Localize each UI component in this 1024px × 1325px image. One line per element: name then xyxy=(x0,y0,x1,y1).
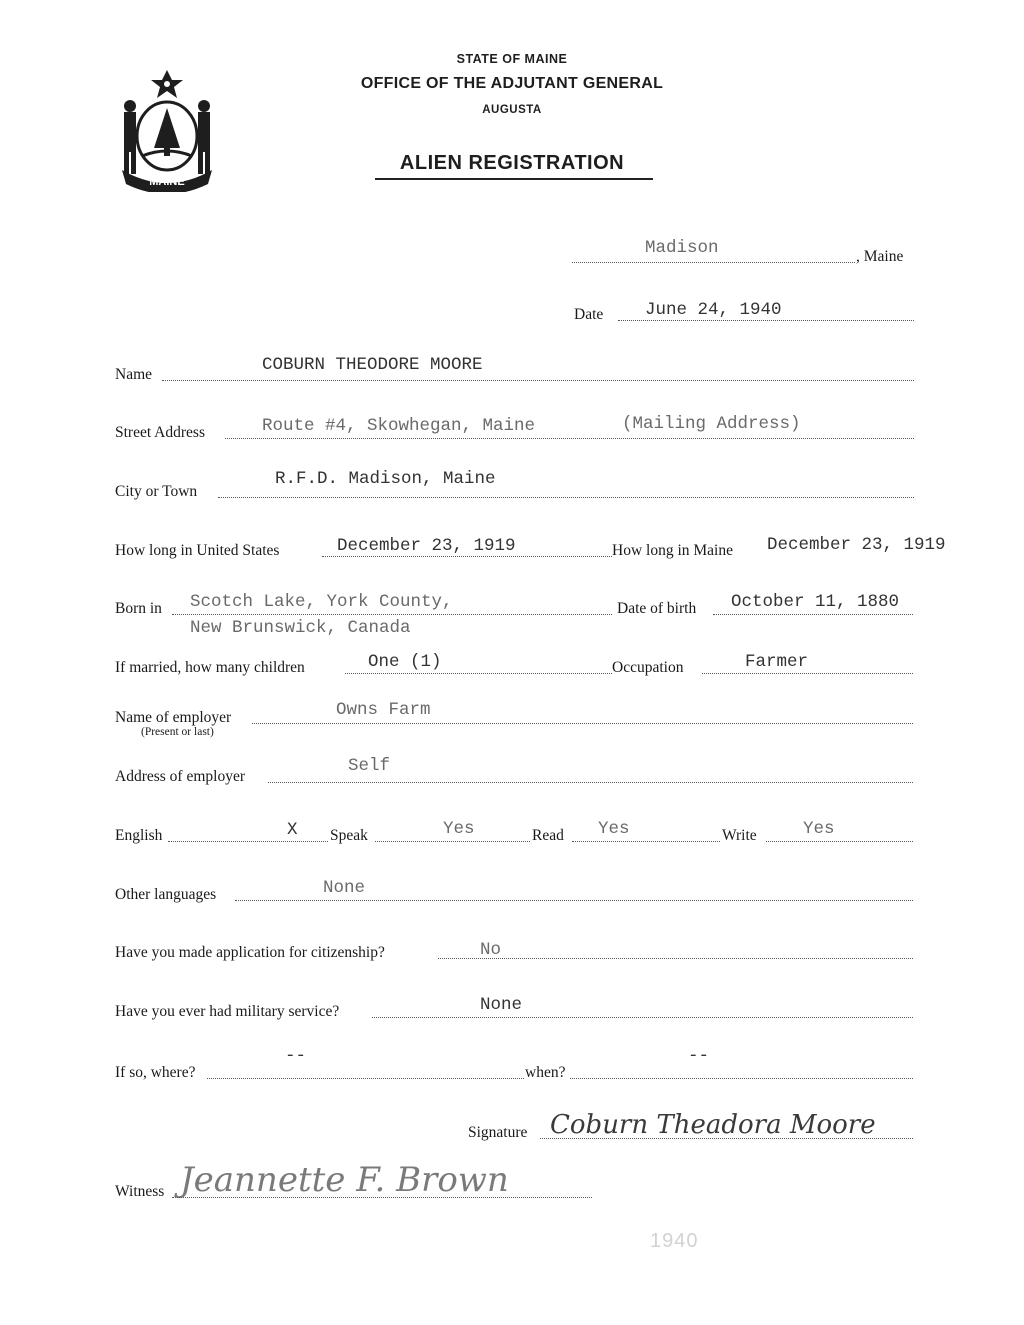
mailing-address-note: (Mailing Address) xyxy=(622,414,801,434)
children-value: One (1) xyxy=(368,652,442,672)
form-title: ALIEN REGISTRATION xyxy=(399,152,625,174)
name-label: Name xyxy=(115,366,153,383)
occupation-label: Occupation xyxy=(612,659,684,676)
born-in-line2: New Brunswick, Canada xyxy=(190,618,411,638)
other-languages-value: None xyxy=(323,878,366,898)
children-label: If married, how many children xyxy=(115,659,305,676)
military-label: Have you ever had military service? xyxy=(115,1003,340,1020)
military-value: None xyxy=(480,995,523,1015)
header-office: OFFICE OF THE ADJUTANT GENERAL xyxy=(360,75,664,92)
svg-text:MAINE: MAINE xyxy=(149,176,185,188)
occupation-value: Farmer xyxy=(745,652,809,672)
street-address-value: Route #4, Skowhegan, Maine xyxy=(262,416,536,436)
speak-label: Speak xyxy=(330,827,368,844)
city-value: R.F.D. Madison, Maine xyxy=(275,469,496,489)
write-value: Yes xyxy=(803,819,835,839)
date-of-birth-label: Date of birth xyxy=(617,600,697,617)
location-label: , Maine xyxy=(856,248,904,265)
title-underline xyxy=(375,178,653,180)
speak-line xyxy=(375,841,530,842)
citizenship-line xyxy=(438,958,913,959)
when-label: when? xyxy=(525,1064,566,1081)
name-line xyxy=(162,380,914,381)
date-value: June 24, 1940 xyxy=(645,300,782,320)
location-line xyxy=(572,262,855,263)
received-stamp: 1940 xyxy=(650,1230,699,1252)
how-long-us-line xyxy=(322,556,612,557)
header-city: AUGUSTA xyxy=(482,104,542,116)
speak-value: Yes xyxy=(443,819,475,839)
children-line xyxy=(345,673,612,674)
date-of-birth-line xyxy=(713,614,913,615)
english-value: X xyxy=(287,820,298,840)
witness-value: Jeannette F. Brown xyxy=(180,1160,509,1200)
other-languages-line xyxy=(235,900,913,901)
employer-sublabel: (Present or last) xyxy=(141,726,214,738)
other-languages-label: Other languages xyxy=(115,886,217,903)
where-label: If so, where? xyxy=(115,1064,196,1081)
write-label: Write xyxy=(722,827,757,844)
street-address-line xyxy=(225,438,914,439)
born-in-line xyxy=(172,614,612,615)
employer-address-label: Address of employer xyxy=(115,768,245,785)
name-value: COBURN THEODORE MOORE xyxy=(262,355,483,375)
city-line xyxy=(218,497,914,498)
how-long-us-value: December 23, 1919 xyxy=(337,536,516,556)
english-label: English xyxy=(115,827,163,844)
signature-value: Coburn Theadora Moore xyxy=(550,1110,876,1140)
english-line xyxy=(168,841,328,842)
witness-line xyxy=(172,1197,592,1198)
employer-address-line xyxy=(268,782,913,783)
born-in-label: Born in xyxy=(115,600,162,617)
employer-value: Owns Farm xyxy=(336,700,431,720)
date-label: Date xyxy=(574,306,604,323)
military-line xyxy=(372,1017,913,1018)
citizenship-value: No xyxy=(480,940,502,960)
where-value: -- xyxy=(285,1046,307,1066)
date-of-birth-value: October 11, 1880 xyxy=(731,592,900,612)
employer-line xyxy=(252,723,913,724)
location-value: Madison xyxy=(645,238,719,258)
signature-line xyxy=(540,1138,913,1139)
where-line xyxy=(207,1078,524,1079)
employer-address-value: Self xyxy=(348,756,391,776)
occupation-line xyxy=(702,673,913,674)
city-label: City or Town xyxy=(115,483,198,500)
when-value: -- xyxy=(688,1046,710,1066)
born-in-line1: Scotch Lake, York County, xyxy=(190,592,453,612)
write-line xyxy=(766,841,913,842)
date-line xyxy=(618,320,914,321)
signature-label: Signature xyxy=(468,1124,528,1141)
witness-label: Witness xyxy=(115,1183,165,1200)
read-value: Yes xyxy=(598,819,630,839)
how-long-maine-value: December 23, 1919 xyxy=(767,535,946,555)
read-line xyxy=(572,841,720,842)
citizenship-label: Have you made application for citizenship? xyxy=(115,944,385,961)
when-line xyxy=(570,1078,913,1079)
header-state: STATE OF MAINE xyxy=(456,52,568,66)
street-address-label: Street Address xyxy=(115,424,205,441)
employer-label: Name of employer xyxy=(115,709,232,726)
how-long-us-label: How long in United States xyxy=(115,542,280,559)
read-label: Read xyxy=(532,827,564,844)
how-long-maine-label: How long in Maine xyxy=(612,542,733,559)
